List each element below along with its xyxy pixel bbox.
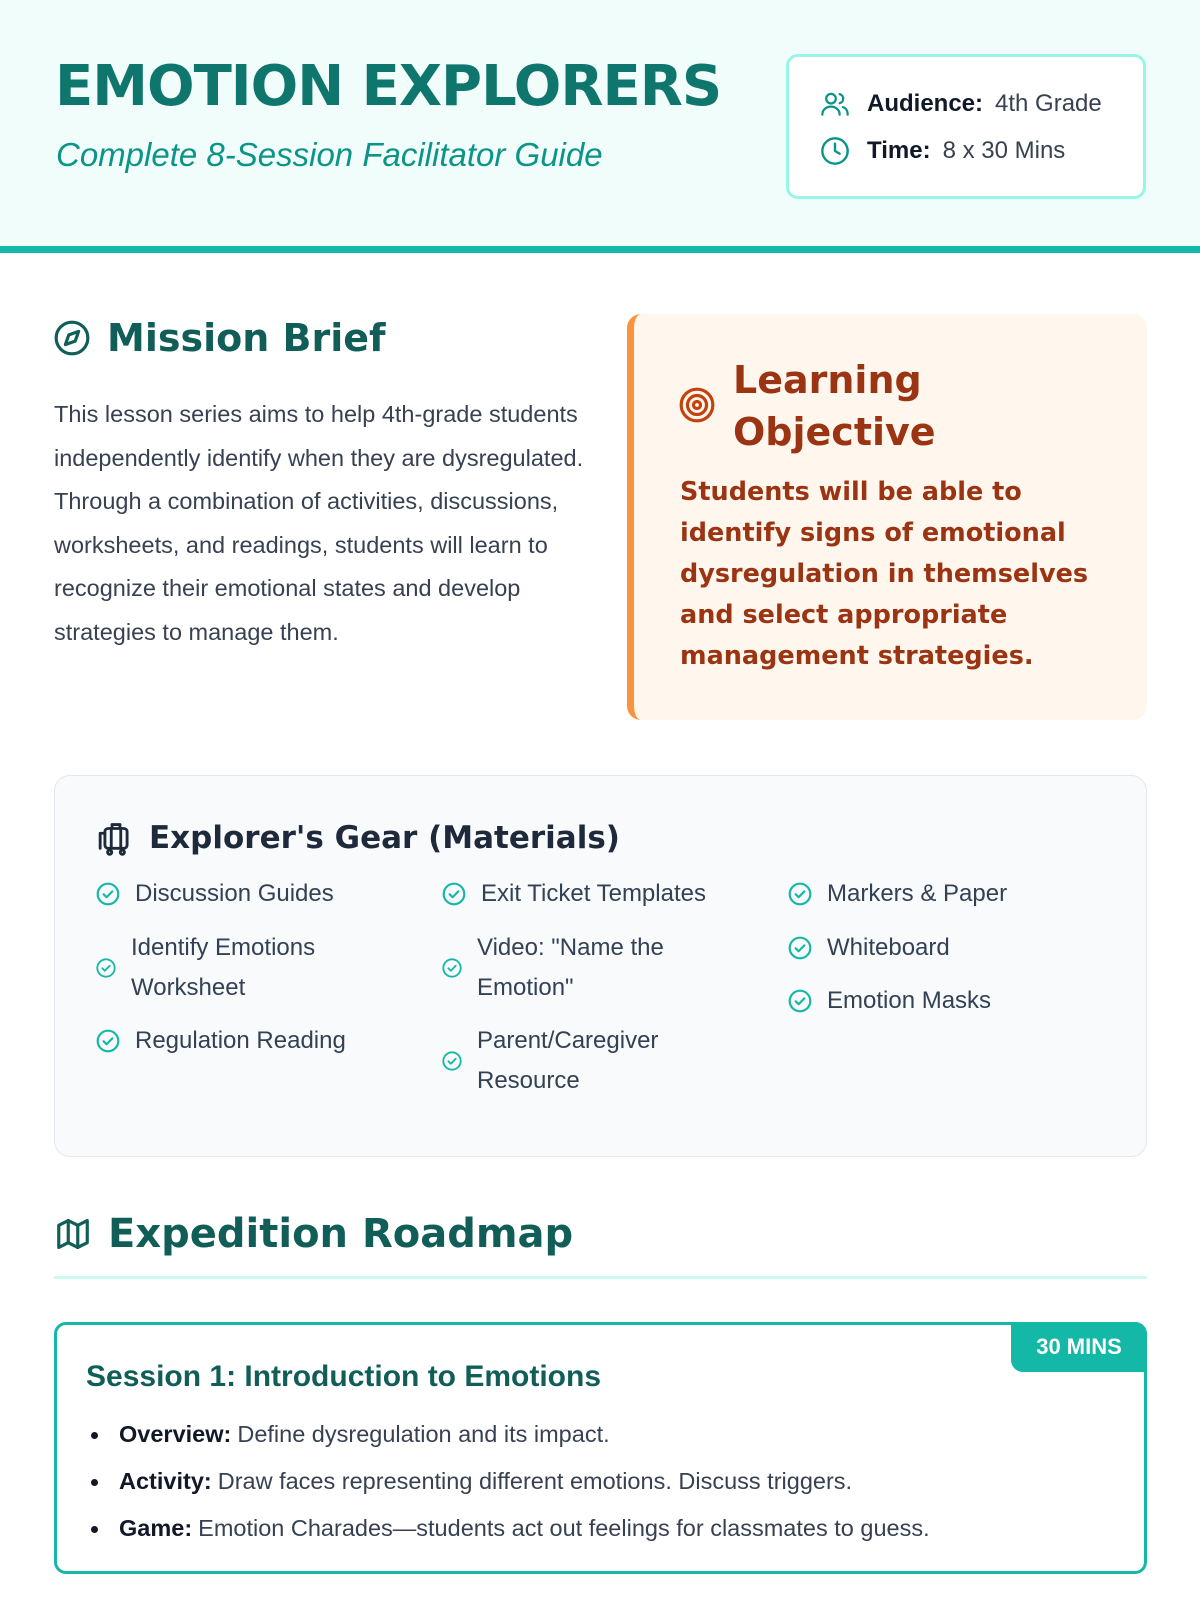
material-label: Exit Ticket Templates (481, 880, 706, 907)
roadmap-divider (54, 1276, 1147, 1279)
mission-brief-title: Mission Brief (107, 316, 386, 360)
meta-card (786, 54, 1146, 199)
session-card (54, 1322, 1147, 1574)
material-label: Whiteboard (827, 934, 950, 961)
check-circle-icon (787, 988, 813, 1014)
material-item (95, 928, 395, 1008)
target-icon (678, 386, 716, 424)
audience-value: 4th Grade (995, 90, 1102, 117)
material-label: Discussion Guides (135, 880, 334, 907)
material-label: Video: "Name the Emotion" (477, 934, 664, 1001)
time-value: 8 x 30 Mins (942, 137, 1066, 164)
mission-brief-text: This lesson series aims to help 4th-grade students independently identify when they are dysregulated. Through a combination of activities, discussions, worksheets, and readings, students will learn to recognize their emotional states and develop strategies to manage them. (54, 401, 584, 645)
point-label: Game: (119, 1515, 193, 1541)
point-text: Draw faces representing different emotions. Discuss triggers. (217, 1468, 853, 1494)
clock-icon (819, 135, 851, 167)
learning-objective-text: Students will be able to identify signs of emotional dysregulation in themselves and select appropriate management strategies. (680, 477, 1089, 671)
learning-objective-title: Learning Objective (733, 358, 936, 454)
check-circle-icon (441, 881, 467, 907)
materials-title: Explorer's Gear (Materials) (149, 820, 620, 856)
material-item (95, 874, 334, 914)
point-text: Define dysregulation and its impact. (237, 1421, 610, 1447)
check-circle-icon (787, 881, 813, 907)
session-point-game (87, 1505, 1127, 1552)
material-item (441, 1021, 731, 1101)
map-icon (54, 1215, 92, 1253)
material-item (787, 874, 1007, 914)
learning-objective-card (627, 314, 1147, 720)
material-item (787, 928, 950, 968)
audience-row (819, 87, 1102, 121)
audience-label: Audience: (867, 90, 984, 117)
session-point-activity (87, 1458, 1127, 1505)
check-circle-icon (95, 957, 117, 979)
check-circle-icon (441, 1050, 463, 1072)
document-subtitle: Complete 8-Session Facilitator Guide (56, 136, 603, 173)
material-label: Markers & Paper (827, 880, 1008, 907)
document-title: EMOTION EXPLORERS (55, 54, 722, 119)
material-label: Parent/Caregiver Resource (477, 1027, 659, 1094)
users-icon (819, 88, 851, 120)
material-item (441, 874, 706, 914)
point-text: Emotion Charades—students act out feelings for classmates to guess. (198, 1515, 930, 1541)
time-row (819, 134, 1065, 168)
session-points (87, 1411, 1127, 1552)
time-label: Time: (867, 137, 931, 164)
material-label: Identify Emotions Worksheet (131, 934, 316, 1001)
session-point-overview (87, 1411, 1127, 1458)
point-label: Activity: (119, 1468, 212, 1494)
duration-badge: 30 MINS (1011, 1322, 1147, 1372)
material-item (441, 928, 731, 1008)
mission-brief-heading (53, 316, 386, 360)
luggage-icon (97, 819, 135, 857)
check-circle-icon (95, 881, 121, 907)
materials-heading (97, 819, 620, 857)
check-circle-icon (787, 935, 813, 961)
material-item (787, 981, 991, 1021)
roadmap-heading (54, 1211, 573, 1257)
page-header (0, 0, 1200, 253)
material-label: Regulation Reading (135, 1027, 346, 1054)
materials-card (54, 775, 1147, 1157)
point-label: Overview: (119, 1421, 232, 1447)
material-label: Emotion Masks (827, 987, 992, 1014)
check-circle-icon (441, 957, 463, 979)
compass-icon (53, 319, 91, 357)
check-circle-icon (95, 1028, 121, 1054)
session-title: Session 1: Introduction to Emotions (86, 1360, 602, 1393)
material-item (95, 1021, 346, 1061)
roadmap-title: Expedition Roadmap (108, 1211, 574, 1257)
